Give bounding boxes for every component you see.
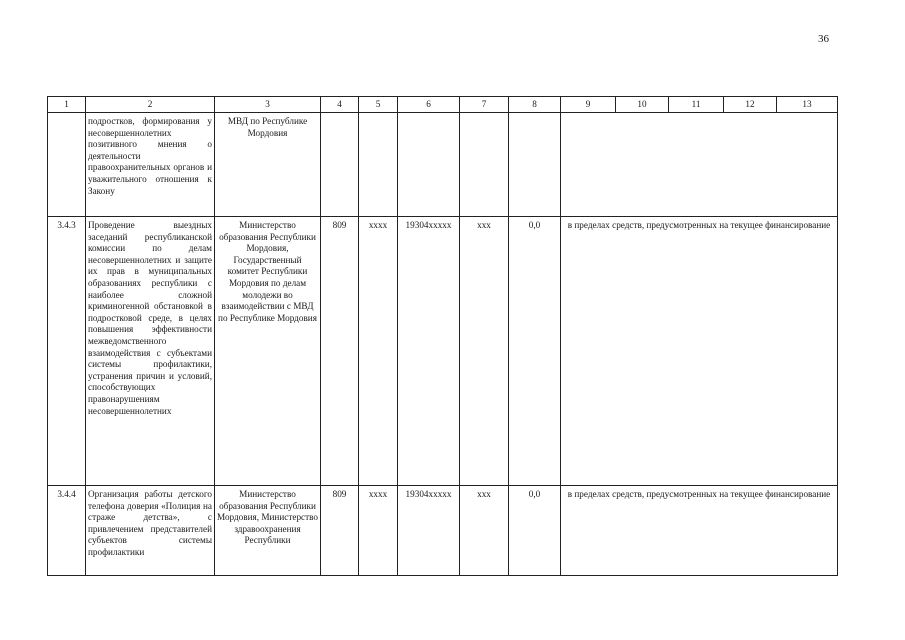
column-header: 13 — [777, 97, 838, 113]
cell-amount: 0,0 — [509, 486, 561, 576]
cell-grbs: 809 — [321, 217, 359, 486]
column-header: 4 — [321, 97, 359, 113]
cell-amount: 0,0 — [509, 217, 561, 486]
row-number: 3.4.4 — [48, 486, 86, 576]
column-header: 12 — [724, 97, 777, 113]
column-header: 1 — [48, 97, 86, 113]
column-header: 9 — [561, 97, 616, 113]
executor: Министерство образования Республики Мордовия, Государственный комитет Республики Мордовия по делам молодежи во взаимодействии с МВД по Республике Мордовия — [215, 217, 321, 486]
measure-name: Организация работы детского телефона доверия «Полиция на страже детства», с привлечением представителей субъектов системы профилактики — [86, 486, 215, 576]
column-header: 11 — [669, 97, 724, 113]
column-header: 6 — [398, 97, 460, 113]
cell-target: 19304ххххх — [398, 217, 460, 486]
column-header: 3 — [215, 97, 321, 113]
column-header: 8 — [509, 97, 561, 113]
cell-section: хххх — [359, 217, 398, 486]
executor: МВД по Республике Мордовия — [215, 113, 321, 217]
row-number: 3.4.3 — [48, 217, 86, 486]
column-header: 10 — [616, 97, 669, 113]
column-header: 7 — [460, 97, 509, 113]
executor: Министерство образования Республики Мордовия, Министерство здравоохранения Республики — [215, 486, 321, 576]
measure-name: подростков, формирования у несовершеннолетних позитивного мнения о деятельности правоохранительных органов и уважительного отношения к Закону — [86, 113, 215, 217]
column-header: 2 — [86, 97, 215, 113]
cell-type: ххх — [460, 217, 509, 486]
measure-name: Проведение выездных заседаний республиканской комиссии по делам несовершеннолетних и защите их прав в муниципальных образованиях республики с наиболее сложной криминогенной обстановкой в подростковой среде, в целях повышения эффективности межведомственного взаимодействия с субъектами системы профилактики, устранения причин и условий, способствующих правонарушениям несовершеннолетних — [86, 217, 215, 486]
table-row — [48, 113, 838, 217]
financing-note: в пределах средств, предусмотренных на текущее финансирование — [561, 486, 838, 576]
cell-section: хххх — [359, 486, 398, 576]
cell-grbs: 809 — [321, 486, 359, 576]
page-number: 36 — [818, 33, 829, 45]
column-header: 5 — [359, 97, 398, 113]
cell-target — [398, 113, 460, 217]
program-table — [47, 96, 838, 576]
cell-target: 19304ххххх — [398, 486, 460, 576]
cell-type: ххх — [460, 486, 509, 576]
financing-note — [561, 113, 838, 217]
header-row — [48, 97, 838, 113]
table-row — [48, 486, 838, 576]
cell-amount — [509, 113, 561, 217]
financing-note: в пределах средств, предусмотренных на текущее финансирование — [561, 217, 838, 486]
cell-grbs — [321, 113, 359, 217]
cell-section — [359, 113, 398, 217]
table-row — [48, 217, 838, 486]
row-number — [48, 113, 86, 217]
cell-type — [460, 113, 509, 217]
